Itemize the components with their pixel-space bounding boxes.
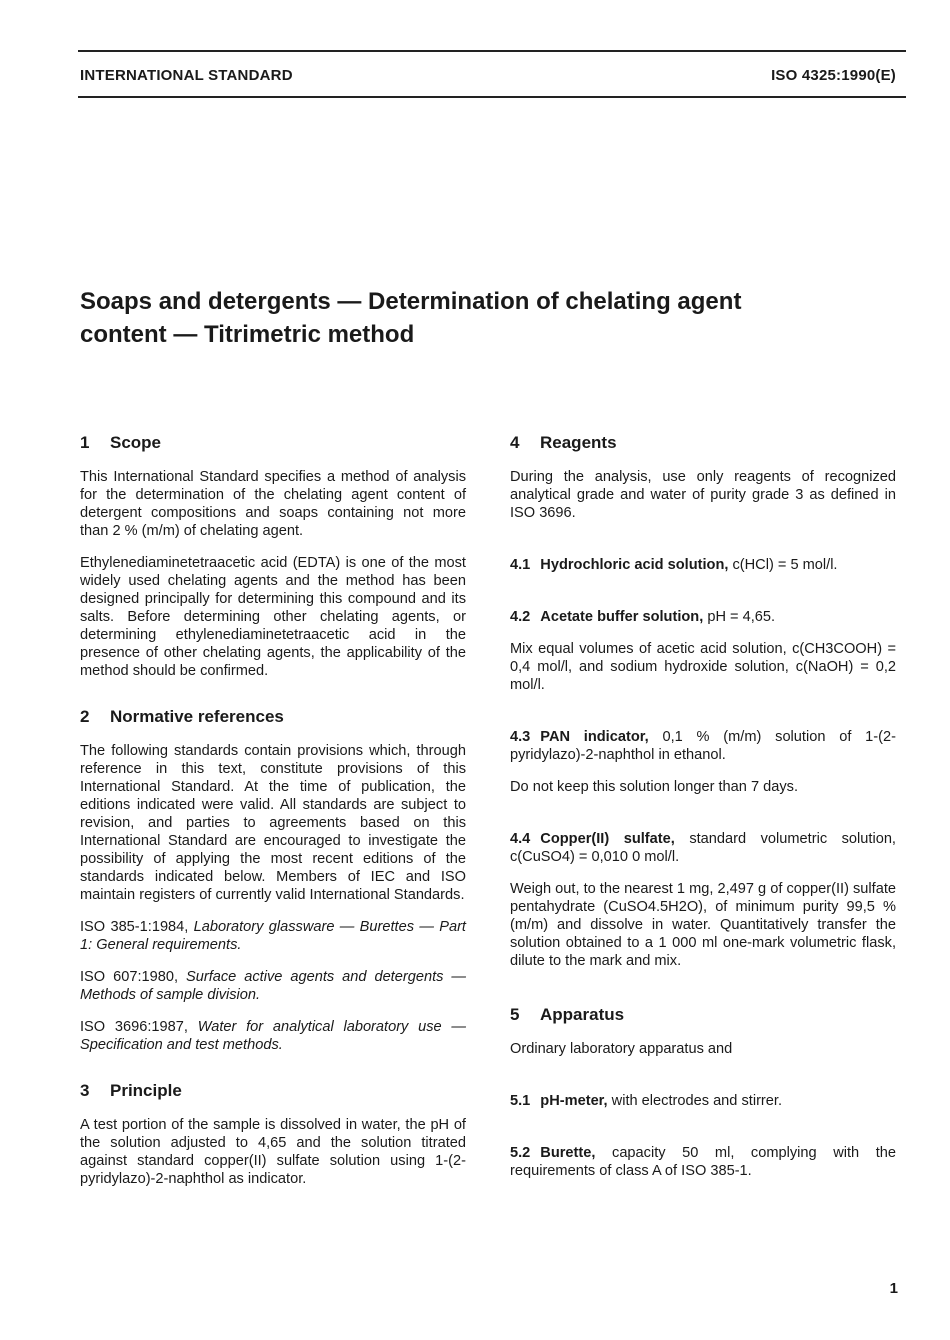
section-heading-normative-references: 2 Normative references — [80, 707, 284, 726]
section-heading-reagents: 4 Reagents — [510, 433, 617, 452]
principle-paragraph: A test portion of the sample is dissolved in water, the pH of the solution adjusted to 4,65 and the solution titrated against standard copper(II) sulfate solution using 1-(2-pyridylazo)-2-naphthol as indicator. — [80, 1117, 466, 1187]
section-heading-apparatus: 5 Apparatus — [510, 1005, 625, 1024]
reference-item: ISO 607:1980, Surface active agents and detergents — Methods of sample division. — [80, 969, 466, 1003]
scope-paragraph-2: Ethylenediaminetetraacetic acid (EDTA) is one of the most widely used chelating agents and the method has been designed principally for determining this compound and its salts. Before determining other chelating agents, or determining ethylenediaminetetraacetic acid in the presence of other chelating agents, the applicability of the method should be confirmed. — [80, 555, 466, 679]
subclause-4-2: 4.2 Acetate buffer solution, pH = 4,65. — [510, 609, 776, 625]
reference-item: ISO 3696:1987, Water for analytical laboratory use — Specification and test methods. — [80, 1019, 466, 1053]
header-bottom-rule — [78, 96, 906, 98]
subclause-4-1: 4.1 Hydrochloric acid solution, c(HCl) = 5 mol/l. — [510, 557, 838, 573]
subclause-4-4-body: Weigh out, to the nearest 1 mg, 2,497 g of copper(II) sulfate pentahydrate (CuSO4.5H2O), of minimum purity 99,5 % (m/m) and dissolve in water. Quantitatively transfer the solution obtained to a 1 000 ml one-mark volumetric flask, dilute to the mark and mix. — [510, 881, 896, 969]
section-heading-scope: 1 Scope — [80, 433, 162, 452]
scope-paragraph-1: This International Standard specifies a method of analysis for the determination of the chelating agent content of detergent compositions and soaps containing not more than 2 % (m/m) of chelating agent. — [80, 469, 466, 539]
page-number: 1 — [889, 1280, 898, 1297]
section-heading-principle: 3 Principle — [80, 1081, 182, 1100]
subclause-5-1: 5.1 pH-meter, with electrodes and stirrer. — [510, 1093, 783, 1109]
document-title — [80, 285, 840, 351]
standard-number: ISO 4325:1990(E) — [771, 67, 896, 84]
subclause-4-2-body: Mix equal volumes of acetic acid solution, c(CH3COOH) = 0,4 mol/l, and sodium hydroxide solution, c(NaOH) = 0,2 mol/l. — [510, 641, 896, 693]
subclause-4-4: 4.4 Copper(II) sulfate, standard volumetric solution, c(CuSO4) = 0,010 0 mol/l. — [510, 831, 896, 865]
header-top-rule — [78, 50, 906, 52]
subclause-4-3: 4.3 PAN indicator, 0,1 % (m/m) solution of 1-(2-pyridylazo)-2-naphthol in ethanol. — [510, 729, 896, 763]
apparatus-paragraph: Ordinary laboratory apparatus and — [510, 1041, 733, 1057]
title-line-2: content — Titrimetric method — [80, 321, 415, 348]
normative-paragraph: The following standards contain provisions which, through reference in this text, constitute provisions of this International Standard. At the time of publication, the editions indicated were valid. All standards are subject to revision, and parties to agreements based on this International Standard are encouraged to investigate the possibility of applying the most recent editions of the standards indicated below. Members of IEC and ISO maintain registers of currently valid International Standards. — [80, 743, 466, 903]
document-type-label: INTERNATIONAL STANDARD — [80, 67, 293, 84]
reference-item: ISO 385-1:1984, Laboratory glassware — Burettes — Part 1: General requirements. — [80, 919, 466, 953]
subclause-5-2: 5.2 Burette, capacity 50 ml, complying with the requirements of class A of ISO 385-1. — [510, 1145, 897, 1179]
left-column — [80, 432, 466, 1188]
subclause-4-3-body: Do not keep this solution longer than 7 days. — [510, 779, 799, 795]
title-line-1: Soaps and detergents — Determination of chelating agent — [80, 288, 742, 315]
right-column — [510, 432, 896, 1180]
reagents-paragraph: During the analysis, use only reagents of recognized analytical grade and water of purity grade 3 as defined in ISO 3696. — [510, 469, 896, 521]
